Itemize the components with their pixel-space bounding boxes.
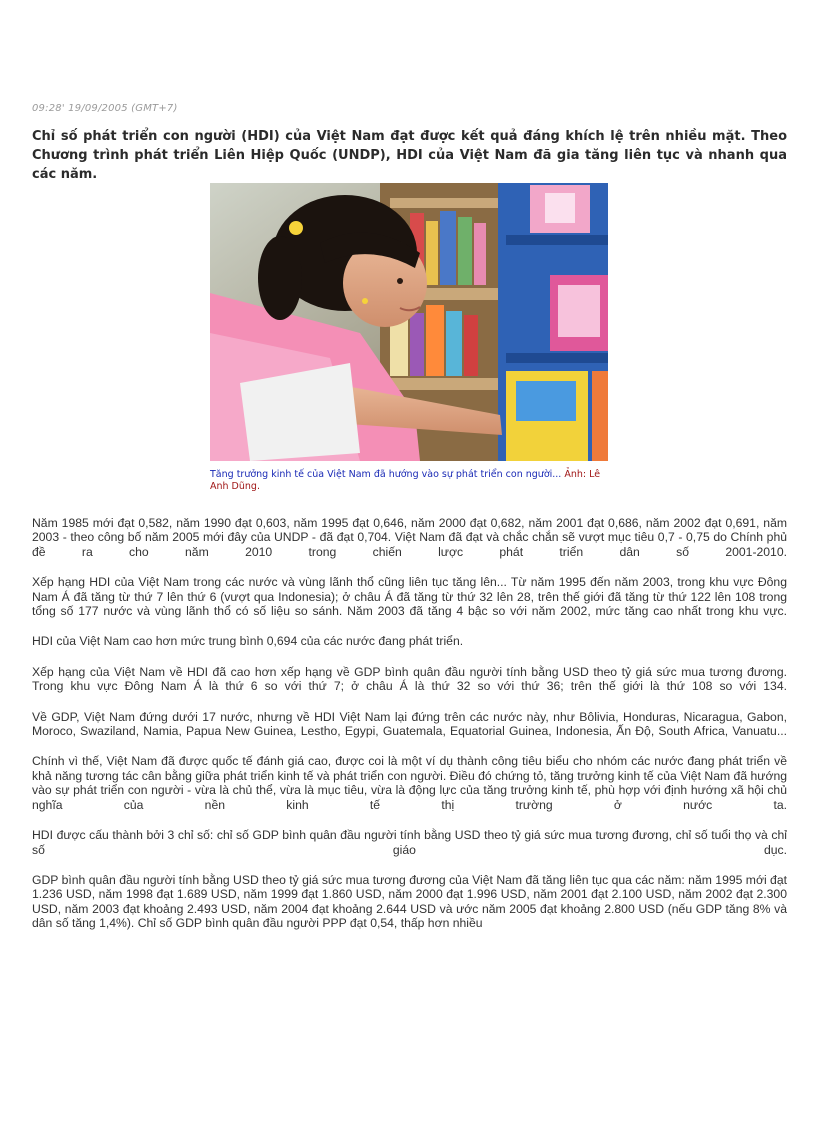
- article-paragraph: GDP bình quân đầu người tính bằng USD theo tỷ giá sức mua tương đương của Việt Nam đã tăng liên tục qua các năm: năm 1995 mới đạt 1.236 USD, năm 1998 đạt 1.689 USD, năm 1999 đạt 1.860 USD, năm 2000 đạt 1.996 USD, năm 2001 đạt 2.100 USD, năm 2002 đạt 2.300 USD, năm 2003 đạt khoảng 2.493 USD, năm 2004 đạt khoảng 2.644 USD và ước năm 2005 đạt khoảng 2.800 USD (nếu GDP tăng 8% và dân số tăng 1,4%). Chỉ số GDP bình quân đầu người PPP đạt 0,54, thấp hơn nhiều: [32, 872, 787, 931]
- article-paragraph: Xếp hạng HDI của Việt Nam trong các nước và vùng lãnh thổ cũng liên tục tăng lên... Từ năm 1995 đến năm 2003, trong khu vực Đông Nam Á đã tăng từ thứ 7 lên thứ 6 (vượt qua Indonesia); ở châu Á đã tăng từ thứ 32 lên 28, trên thế giới đã tăng từ thứ 122 lên 108 trong tổng số 177 nước và vùng lãnh thổ có số liệu so sánh. Năm 2003 đã tăng 4 bậc so với năm 2002, mức tăng cao nhất trong khu vực.: [32, 575, 787, 619]
- article-paragraph: Năm 1985 mới đạt 0,582, năm 1990 đạt 0,603, năm 1995 đạt 0,646, năm 2000 đạt 0,682, năm 2001 đạt 0,686, năm 2002 đạt 0,691, năm 2003 - theo công bố năm 2005 mới đây của UNDP - đã đạt 0,704. Việt Nam đã đạt và chắc chắn sẽ vượt mục tiêu 0,7 - 0,75 do Chính phủ đề ra cho năm 2010 trong chiến lược phát triển dân số 2001-2010.: [32, 516, 787, 559]
- article-paragraph: Chính vì thế, Việt Nam đã được quốc tế đánh giá cao, được coi là một ví dụ thành công tiêu biểu cho nhóm các nước đang phát triển về khả năng tương tác cân bằng giữa phát triển kinh tế và phát triển con người. Điều đó chứng tỏ, tăng trưởng kinh tế của Việt Nam đã hướng vào sự phát triển con người - vừa là chủ thể, vừa là mục tiêu, vừa là động lực của tăng trưởng kinh tế, phù hợp với định hướng xã hội chủ nghĩa của nền kinh tế thị trường ở nước ta.: [32, 754, 787, 812]
- article-paragraph: HDI được cấu thành bởi 3 chỉ số: chỉ số GDP bình quân đầu người tính bằng USD theo tỷ giá sức mua tương đương, chỉ số tuổi thọ và chỉ số giáo dục.: [32, 828, 787, 857]
- article-figure: [210, 183, 608, 493]
- photo-credit: Ảnh: Lê Anh Dũng.: [210, 469, 601, 492]
- article-lead: Chỉ số phát triển con người (HDI) của Việt Nam đạt được kết quả đáng khích lệ trên nhiều mặt. Theo Chương trình phát triển Liên Hiệp Quốc (UNDP), HDI của Việt Nam đã gia tăng liên tục và nhanh qua các năm.: [32, 129, 787, 182]
- article-paragraph: Xếp hạng của Việt Nam về HDI đã cao hơn xếp hạng về GDP bình quân đầu người tính bằng USD theo tỷ giá sức mua tương đương. Trong khu vực Đông Nam Á là thứ 6 so với thứ 7; ở châu Á là thứ 32 so với thứ 36; trên thế giới là thứ 108 so với 134.: [32, 664, 787, 694]
- article-timestamp: 09:28' 19/09/2005 (GMT+7): [32, 103, 178, 114]
- article-body: [32, 516, 787, 947]
- photo-girl-browsing-books-icon: [210, 183, 608, 461]
- photo-caption: [210, 469, 608, 493]
- article-paragraph: HDI của Việt Nam cao hơn mức trung bình 0,694 của các nước đang phát triển.: [32, 634, 464, 649]
- article-paragraph: Về GDP, Việt Nam đứng dưới 17 nước, nhưng về HDI Việt Nam lại đứng trên các nước này, như Bôlivia, Honduras, Nicaragua, Gabon, Moroco, Swaziland, Namia, Papua New Guinea, Lestho, Egypi, Guatemala, Equatorial Guinea, Indonesia, Ấn Độ, South Africa, Vanuatu...: [32, 709, 787, 739]
- photo-caption-text: Tăng trưởng kinh tế của Việt Nam đã hướng vào sự phát triển con người...: [210, 469, 562, 480]
